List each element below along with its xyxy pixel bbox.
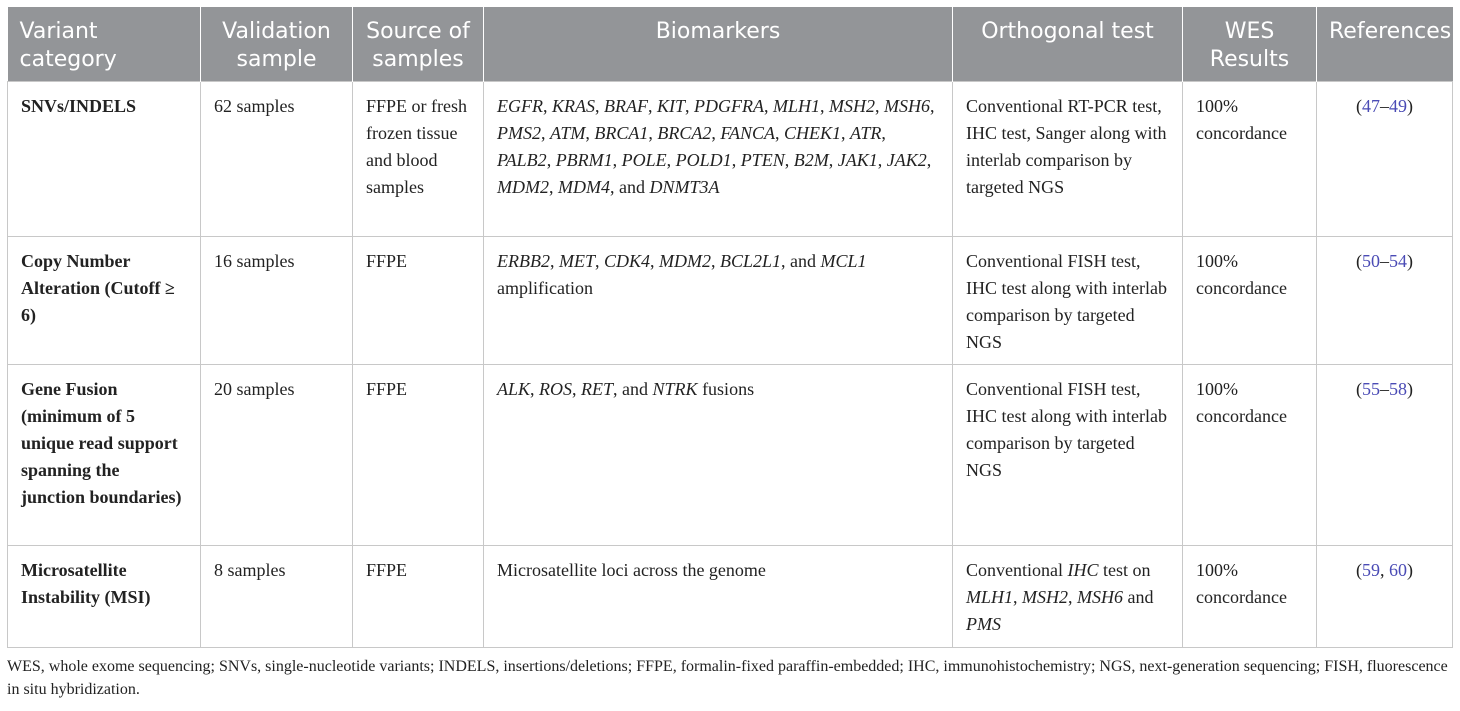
references-cell[interactable] <box>1317 546 1453 648</box>
text-fragment: , <box>731 150 741 170</box>
text-fragment: , <box>1013 587 1023 607</box>
text-fragment: ( <box>1356 251 1362 271</box>
wes-results-cell: 100% concordance <box>1183 546 1317 648</box>
validation-sample-cell: 20 samples <box>201 365 353 546</box>
text-fragment: , <box>594 251 604 271</box>
variant-category-cell: SNVs/INDELS <box>8 82 201 237</box>
gene-name: JAK1 <box>837 150 878 170</box>
text-fragment: , <box>650 251 659 271</box>
text-fragment: – <box>1380 251 1389 271</box>
gene-name: PDGFRA <box>693 96 764 116</box>
table-row <box>8 546 1453 648</box>
reference-link[interactable]: 50 <box>1362 251 1380 271</box>
gene-name: MSH6 <box>883 96 930 116</box>
text-fragment: , <box>666 150 676 170</box>
text-fragment: – <box>1380 96 1389 116</box>
text-fragment: , <box>546 150 556 170</box>
gene-name: ROS <box>539 379 573 399</box>
source-cell: FFPE <box>353 546 484 648</box>
gene-name: ERBB2 <box>497 251 550 271</box>
text-fragment: , <box>1380 560 1389 580</box>
text-fragment: , <box>784 150 794 170</box>
header-variant-category: Variant category <box>8 7 201 82</box>
source-cell: FFPE <box>353 237 484 365</box>
gene-name: MDM2 <box>497 177 549 197</box>
references-cell[interactable] <box>1317 82 1453 237</box>
text-fragment: ) <box>1407 379 1413 399</box>
orthogonal-test-cell <box>953 546 1183 648</box>
text-fragment: , <box>572 379 582 399</box>
gene-name: BCL2L1 <box>720 251 782 271</box>
text-fragment: , <box>684 96 694 116</box>
table-container <box>7 7 1452 648</box>
text-fragment: , and <box>610 177 650 197</box>
gene-name: MSH2 <box>828 96 875 116</box>
gene-name: PBRM1 <box>555 150 613 170</box>
gene-name: ALK <box>497 379 531 399</box>
gene-name: DNMT3A <box>649 177 720 197</box>
gene-name: RET <box>581 379 614 399</box>
gene-name: BRCA2 <box>657 123 712 143</box>
biomarkers-cell <box>484 82 953 237</box>
text-fragment: fusions <box>697 379 755 399</box>
gene-name: PALB2 <box>497 150 547 170</box>
wes-results-cell: 100% concordance <box>1183 237 1317 365</box>
header-biomarkers: Biomarkers <box>484 7 953 82</box>
references-cell[interactable] <box>1317 365 1453 546</box>
header-source-of-samples: Source of samples <box>353 7 484 82</box>
text-fragment: ) <box>1407 251 1413 271</box>
validation-sample-cell: 8 samples <box>201 546 353 648</box>
text-fragment: , <box>530 379 540 399</box>
table-row <box>8 82 1453 237</box>
reference-link[interactable]: 58 <box>1389 379 1407 399</box>
header-orthogonal-test: Orthogonal test <box>953 7 1183 82</box>
gene-name: FANCA <box>720 123 776 143</box>
wes-results-cell: 100% concordance <box>1183 365 1317 546</box>
gene-name: MLH1 <box>966 587 1014 607</box>
gene-name: NTRK <box>652 379 698 399</box>
text-fragment: , <box>647 96 657 116</box>
text-fragment: , and <box>613 379 653 399</box>
validation-sample-cell: 16 samples <box>201 237 353 365</box>
text-fragment: ( <box>1356 560 1362 580</box>
gene-name: BRCA1 <box>594 123 649 143</box>
gene-name: CHEK1 <box>784 123 842 143</box>
orthogonal-test-cell: Conventional FISH test, IHC test along with interlab comparison by targeted NGS <box>953 365 1183 546</box>
gene-name: MSH2 <box>1022 587 1069 607</box>
gene-name: MET <box>558 251 595 271</box>
text-fragment: ) <box>1407 96 1413 116</box>
biomarkers-cell <box>484 237 953 365</box>
text-fragment: , <box>542 96 552 116</box>
text-fragment: ( <box>1356 96 1362 116</box>
orthogonal-test-cell: Conventional FISH test, IHC test along with interlab comparison by targeted NGS <box>953 237 1183 365</box>
text-fragment: , <box>549 177 558 197</box>
text-fragment: , <box>929 96 935 116</box>
reference-link[interactable]: 49 <box>1389 96 1407 116</box>
table-row <box>8 365 1453 546</box>
text-fragment: , <box>541 123 550 143</box>
gene-name: EGFR <box>497 96 543 116</box>
source-cell: FFPE <box>353 365 484 546</box>
text-fragment: , <box>711 123 721 143</box>
gene-name: MCL1 <box>820 251 867 271</box>
gene-name: MDM2 <box>659 251 711 271</box>
gene-name: ATR <box>850 123 882 143</box>
text-fragment: – <box>1380 379 1389 399</box>
reference-link[interactable]: 54 <box>1389 251 1407 271</box>
table-footnote: WES, whole exome sequencing; SNVs, single-nucleotide variants; INDELS, insertions/deletions; FFPE, formalin-fixed paraffin-embedded; IHC, immunohistochemistry; NGS, next-generation sequencing; FISH, fluorescence in situ hybridization. <box>7 658 1448 698</box>
header-row <box>8 7 1453 82</box>
text-fragment: , <box>819 96 829 116</box>
gene-name: KIT <box>656 96 685 116</box>
text-fragment: , <box>612 150 622 170</box>
text-fragment: , <box>828 150 838 170</box>
text-fragment: , <box>841 123 851 143</box>
text-fragment: , <box>648 123 658 143</box>
references-cell[interactable] <box>1317 237 1453 365</box>
biomarkers-cell: Microsatellite loci across the genome <box>484 546 953 648</box>
gene-name: JAK2 <box>886 150 927 170</box>
biomarkers-cell <box>484 365 953 546</box>
text-fragment: amplification <box>497 278 593 298</box>
text-fragment: , <box>775 123 785 143</box>
gene-name: MSH6 <box>1077 587 1124 607</box>
orthogonal-test-cell: Conventional RT-PCR test, IHC test, Sanger along with interlab comparison by targeted NGS <box>953 82 1183 237</box>
text-fragment: Conventional <box>966 560 1068 580</box>
gene-name: POLD1 <box>675 150 732 170</box>
variant-category-cell: Gene Fusion (minimum of 5 unique read support spanning the junction boundaries) <box>8 365 201 546</box>
reference-link[interactable]: 59 <box>1362 560 1380 580</box>
gene-name: IHC <box>1067 560 1099 580</box>
gene-name: POLE <box>621 150 667 170</box>
gene-name: PMS <box>966 614 1001 634</box>
gene-name: ATM <box>550 123 586 143</box>
gene-name: MLH1 <box>772 96 820 116</box>
gene-name: B2M <box>793 150 829 170</box>
text-fragment: , <box>594 96 604 116</box>
header-references: References <box>1317 7 1453 82</box>
text-fragment: , and <box>781 251 821 271</box>
text-fragment: , <box>1068 587 1078 607</box>
variant-validation-table <box>7 7 1453 648</box>
text-fragment: test on <box>1098 560 1151 580</box>
reference-link[interactable]: 60 <box>1389 560 1407 580</box>
text-fragment: ( <box>1356 379 1362 399</box>
variant-category-cell: Microsatellite Instability (MSI) <box>8 546 201 648</box>
text-fragment: , <box>874 96 884 116</box>
reference-link[interactable]: 55 <box>1362 379 1380 399</box>
gene-name: PMS2 <box>497 123 541 143</box>
gene-name: KRAS <box>551 96 595 116</box>
header-validation-sample: Validation sample <box>201 7 353 82</box>
wes-results-cell: 100% concordance <box>1183 82 1317 237</box>
gene-name: BRAF <box>603 96 648 116</box>
text-fragment: , <box>881 123 886 143</box>
table-row <box>8 237 1453 365</box>
text-fragment: , <box>763 96 773 116</box>
text-fragment: , <box>585 123 595 143</box>
variant-category-cell: Copy Number Alteration (Cutoff ≥ 6) <box>8 237 201 365</box>
text-fragment: ) <box>1407 560 1413 580</box>
source-cell: FFPE or fresh frozen tissue and blood samples <box>353 82 484 237</box>
text-fragment: and <box>1123 587 1154 607</box>
text-fragment: , <box>926 150 932 170</box>
gene-name: CDK4 <box>603 251 650 271</box>
text-fragment: , <box>711 251 720 271</box>
reference-link[interactable]: 47 <box>1362 96 1380 116</box>
gene-name: PTEN <box>740 150 785 170</box>
text-fragment: , <box>877 150 887 170</box>
gene-name: MDM4 <box>558 177 610 197</box>
text-fragment: , <box>549 251 559 271</box>
header-wes-results: WES Results <box>1183 7 1317 82</box>
validation-sample-cell: 62 samples <box>201 82 353 237</box>
